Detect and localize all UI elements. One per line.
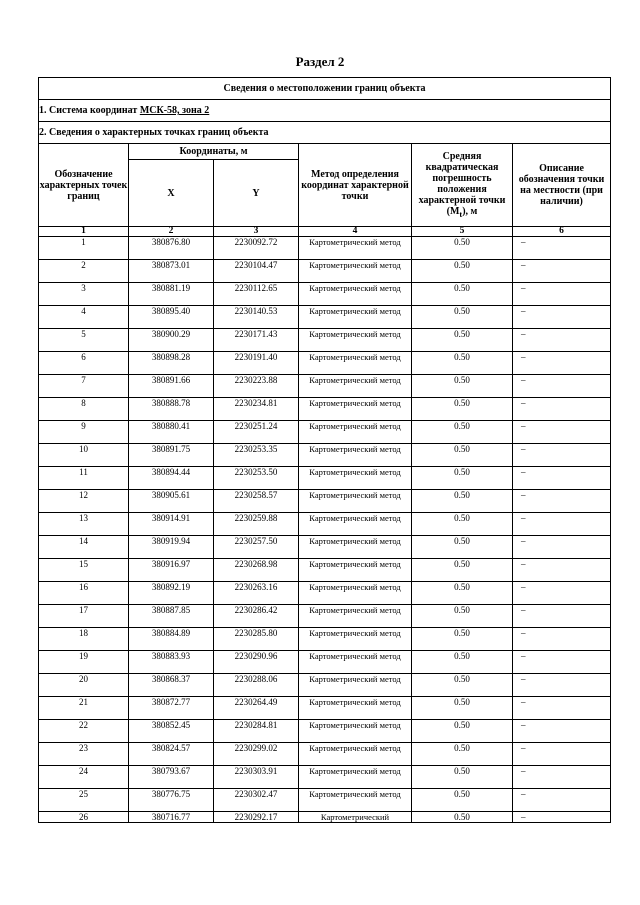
header-error-tail: ), м [462, 205, 478, 217]
error-cell: 0.50 [412, 743, 513, 766]
table-row [39, 651, 611, 674]
header-y: Y [214, 160, 299, 227]
error-cell: 0.50 [412, 375, 513, 398]
point-number-cell: 21 [39, 697, 129, 720]
description-cell: – [513, 789, 611, 812]
table-caption: Сведения о местоположении границ объекта [39, 78, 611, 100]
method-cell: Картометрический метод [299, 260, 412, 283]
method-cell: Картометрический метод [299, 513, 412, 536]
point-number-cell: 4 [39, 306, 129, 329]
point-number-cell: 14 [39, 536, 129, 559]
method-cell: Картометрический метод [299, 490, 412, 513]
point-number-cell: 13 [39, 513, 129, 536]
point-number-cell: 12 [39, 490, 129, 513]
description-cell: – [513, 329, 611, 352]
description-cell: – [513, 490, 611, 513]
table-row [39, 490, 611, 513]
description-cell: – [513, 260, 611, 283]
x-coordinate-cell: 380852.45 [129, 720, 214, 743]
x-coordinate-cell: 380888.78 [129, 398, 214, 421]
table-row [39, 329, 611, 352]
x-coordinate-cell: 380894.44 [129, 467, 214, 490]
x-coordinate-cell: 380880.41 [129, 421, 214, 444]
y-coordinate-cell: 2230258.57 [214, 490, 299, 513]
x-coordinate-cell: 380824.57 [129, 743, 214, 766]
x-coordinate-cell: 380914.91 [129, 513, 214, 536]
point-number-cell: 16 [39, 582, 129, 605]
error-cell: 0.50 [412, 306, 513, 329]
table-row [39, 605, 611, 628]
x-coordinate-cell: 380887.85 [129, 605, 214, 628]
x-coordinate-cell: 380900.29 [129, 329, 214, 352]
boundary-points-table [38, 77, 611, 823]
description-cell: – [513, 674, 611, 697]
point-number-cell: 9 [39, 421, 129, 444]
method-cell: Картометрический метод [299, 674, 412, 697]
error-cell: 0.50 [412, 237, 513, 260]
error-cell: 0.50 [412, 605, 513, 628]
y-coordinate-cell: 2230288.06 [214, 674, 299, 697]
coordinate-system-value: МСК-58, зона 2 [139, 105, 210, 116]
method-cell: Картометрический метод [299, 651, 412, 674]
table-row [39, 559, 611, 582]
column-number: 6 [513, 227, 611, 237]
y-coordinate-cell: 2230257.50 [214, 536, 299, 559]
error-cell: 0.50 [412, 651, 513, 674]
description-cell: – [513, 559, 611, 582]
method-cell: Картометрический метод [299, 720, 412, 743]
description-cell: – [513, 766, 611, 789]
column-number: 5 [412, 227, 513, 237]
description-cell: – [513, 444, 611, 467]
error-cell: 0.50 [412, 329, 513, 352]
error-cell: 0.50 [412, 697, 513, 720]
error-cell: 0.50 [412, 582, 513, 605]
header-error [412, 144, 513, 227]
y-coordinate-cell: 2230253.35 [214, 444, 299, 467]
y-coordinate-cell: 2230092.72 [214, 237, 299, 260]
error-cell: 0.50 [412, 766, 513, 789]
point-number-cell: 3 [39, 283, 129, 306]
table-row [39, 812, 611, 823]
y-coordinate-cell: 2230140.53 [214, 306, 299, 329]
error-cell: 0.50 [412, 490, 513, 513]
description-cell: – [513, 812, 611, 823]
description-cell: – [513, 697, 611, 720]
error-cell: 0.50 [412, 352, 513, 375]
column-number: 4 [299, 227, 412, 237]
coordinate-system [39, 100, 611, 122]
x-coordinate-cell: 380873.01 [129, 260, 214, 283]
y-coordinate-cell: 2230251.24 [214, 421, 299, 444]
error-cell: 0.50 [412, 674, 513, 697]
method-cell: Картометрический [299, 812, 412, 823]
x-coordinate-cell: 380916.97 [129, 559, 214, 582]
description-cell: – [513, 237, 611, 260]
error-cell: 0.50 [412, 421, 513, 444]
y-coordinate-cell: 2230290.96 [214, 651, 299, 674]
description-cell: – [513, 375, 611, 398]
y-coordinate-cell: 2230253.50 [214, 467, 299, 490]
table-row [39, 283, 611, 306]
method-cell: Картометрический метод [299, 237, 412, 260]
error-cell: 0.50 [412, 444, 513, 467]
method-cell: Картометрический метод [299, 398, 412, 421]
header-x: X [129, 160, 214, 227]
method-cell: Картометрический метод [299, 743, 412, 766]
table-row [39, 421, 611, 444]
table-row [39, 513, 611, 536]
point-number-cell: 19 [39, 651, 129, 674]
table-row [39, 582, 611, 605]
description-cell: – [513, 628, 611, 651]
header-method: Метод определения координат характерной точки [299, 144, 412, 227]
description-cell: – [513, 352, 611, 375]
x-coordinate-cell: 380776.75 [129, 789, 214, 812]
method-cell: Картометрический метод [299, 444, 412, 467]
column-number: 1 [39, 227, 129, 237]
error-cell: 0.50 [412, 812, 513, 823]
y-coordinate-cell: 2230303.91 [214, 766, 299, 789]
description-cell: – [513, 398, 611, 421]
description-cell: – [513, 513, 611, 536]
table-row [39, 697, 611, 720]
y-coordinate-cell: 2230285.80 [214, 628, 299, 651]
x-coordinate-cell: 380876.80 [129, 237, 214, 260]
point-number-cell: 1 [39, 237, 129, 260]
y-coordinate-cell: 2230268.98 [214, 559, 299, 582]
y-coordinate-cell: 2230104.47 [214, 260, 299, 283]
x-coordinate-cell: 380919.94 [129, 536, 214, 559]
y-coordinate-cell: 2230284.81 [214, 720, 299, 743]
point-number-cell: 15 [39, 559, 129, 582]
error-cell: 0.50 [412, 628, 513, 651]
table-row [39, 237, 611, 260]
method-cell: Картометрический метод [299, 766, 412, 789]
description-cell: – [513, 582, 611, 605]
method-cell: Картометрический метод [299, 375, 412, 398]
table-row [39, 467, 611, 490]
point-number-cell: 10 [39, 444, 129, 467]
method-cell: Картометрический метод [299, 697, 412, 720]
table-row [39, 398, 611, 421]
error-cell: 0.50 [412, 283, 513, 306]
description-cell: – [513, 306, 611, 329]
method-cell: Картометрический метод [299, 352, 412, 375]
description-cell: – [513, 536, 611, 559]
y-coordinate-cell: 2230191.40 [214, 352, 299, 375]
description-cell: – [513, 651, 611, 674]
point-number-cell: 7 [39, 375, 129, 398]
y-coordinate-cell: 2230171.43 [214, 329, 299, 352]
table-row [39, 766, 611, 789]
x-coordinate-cell: 380895.40 [129, 306, 214, 329]
point-number-cell: 25 [39, 789, 129, 812]
x-coordinate-cell: 380884.89 [129, 628, 214, 651]
error-cell: 0.50 [412, 513, 513, 536]
method-cell: Картометрический метод [299, 467, 412, 490]
method-cell: Картометрический метод [299, 283, 412, 306]
table-row [39, 352, 611, 375]
x-coordinate-cell: 380905.61 [129, 490, 214, 513]
table-row [39, 260, 611, 283]
method-cell: Картометрический метод [299, 421, 412, 444]
error-cell: 0.50 [412, 467, 513, 490]
table-row [39, 743, 611, 766]
error-cell: 0.50 [412, 559, 513, 582]
error-cell: 0.50 [412, 789, 513, 812]
method-cell: Картометрический метод [299, 605, 412, 628]
method-cell: Картометрический метод [299, 559, 412, 582]
table-row [39, 375, 611, 398]
method-cell: Картометрический метод [299, 628, 412, 651]
x-coordinate-cell: 380891.75 [129, 444, 214, 467]
x-coordinate-cell: 380868.37 [129, 674, 214, 697]
x-coordinate-cell: 380891.66 [129, 375, 214, 398]
description-cell: – [513, 720, 611, 743]
y-coordinate-cell: 2230112.65 [214, 283, 299, 306]
y-coordinate-cell: 2230234.81 [214, 398, 299, 421]
x-coordinate-cell: 380892.19 [129, 582, 214, 605]
point-number-cell: 18 [39, 628, 129, 651]
column-number: 3 [214, 227, 299, 237]
point-number-cell: 17 [39, 605, 129, 628]
point-number-cell: 26 [39, 812, 129, 823]
section-title: Раздел 2 [295, 54, 345, 69]
points-subheading: 2. Сведения о характерных точках границ объекта [39, 122, 611, 144]
y-coordinate-cell: 2230302.47 [214, 789, 299, 812]
y-coordinate-cell: 2230264.49 [214, 697, 299, 720]
column-number: 2 [129, 227, 214, 237]
coordinate-system-label: 1. Система координат [39, 105, 140, 116]
y-coordinate-cell: 2230223.88 [214, 375, 299, 398]
header-coords: Координаты, м [129, 144, 299, 160]
description-cell: – [513, 421, 611, 444]
x-coordinate-cell: 380883.93 [129, 651, 214, 674]
y-coordinate-cell: 2230259.88 [214, 513, 299, 536]
point-number-cell: 20 [39, 674, 129, 697]
error-cell: 0.50 [412, 398, 513, 421]
description-cell: – [513, 743, 611, 766]
header-description: Описание обозначения точки на местности (при наличии) [513, 144, 611, 227]
table-row [39, 444, 611, 467]
error-cell: 0.50 [412, 536, 513, 559]
point-number-cell: 6 [39, 352, 129, 375]
description-cell: – [513, 605, 611, 628]
table-row [39, 789, 611, 812]
point-number-cell: 22 [39, 720, 129, 743]
table-row [39, 674, 611, 697]
method-cell: Картометрический метод [299, 536, 412, 559]
table-row [39, 628, 611, 651]
error-cell: 0.50 [412, 260, 513, 283]
error-cell: 0.50 [412, 720, 513, 743]
point-number-cell: 2 [39, 260, 129, 283]
x-coordinate-cell: 380898.28 [129, 352, 214, 375]
description-cell: – [513, 283, 611, 306]
point-number-cell: 8 [39, 398, 129, 421]
method-cell: Картометрический метод [299, 789, 412, 812]
y-coordinate-cell: 2230263.16 [214, 582, 299, 605]
x-coordinate-cell: 380881.19 [129, 283, 214, 306]
x-coordinate-cell: 380793.67 [129, 766, 214, 789]
y-coordinate-cell: 2230292.17 [214, 812, 299, 823]
table-row [39, 306, 611, 329]
header-point: Обозначение характерных точек границ [39, 144, 129, 227]
x-coordinate-cell: 380872.77 [129, 697, 214, 720]
point-number-cell: 5 [39, 329, 129, 352]
description-cell: – [513, 467, 611, 490]
table-row [39, 536, 611, 559]
point-number-cell: 24 [39, 766, 129, 789]
header-error-sub: t [459, 209, 463, 219]
method-cell: Картометрический метод [299, 582, 412, 605]
method-cell: Картометрический метод [299, 306, 412, 329]
y-coordinate-cell: 2230286.42 [214, 605, 299, 628]
point-number-cell: 23 [39, 743, 129, 766]
y-coordinate-cell: 2230299.02 [214, 743, 299, 766]
method-cell: Картометрический метод [299, 329, 412, 352]
header-error-main: Средняя квадратическая погрешность положения характерной точки (M [418, 150, 506, 217]
table-row [39, 720, 611, 743]
point-number-cell: 11 [39, 467, 129, 490]
x-coordinate-cell: 380716.77 [129, 812, 214, 823]
